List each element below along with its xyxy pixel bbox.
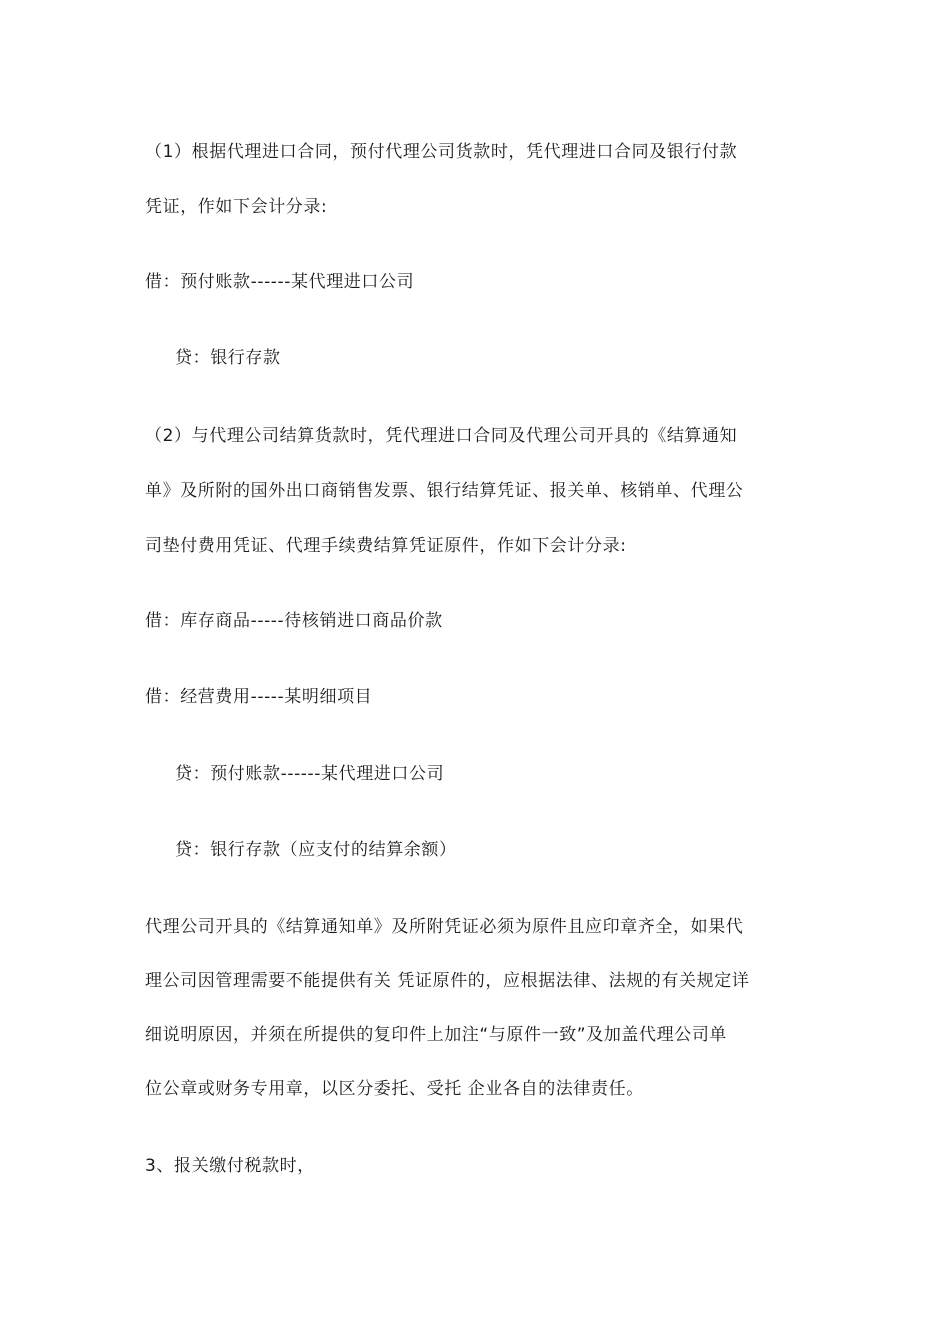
paragraph-1-line-2: 凭证，作如下会计分录: [145,197,328,217]
paragraph-2-line-1: （2）与代理公司结算货款时，凭代理进口合同及代理公司开具的《结算通知 [145,426,738,446]
entry-2-debit-1: 借：库存商品-----待核销进口商品价款 [145,611,443,631]
entry-2-debit-2: 借：经营费用-----某明细项目 [145,687,373,707]
entry-2-credit-1: 贷：预付账款------某代理进口公司 [175,764,445,784]
paragraph-1-line-1: （1）根据代理进口合同，预付代理公司货款时，凭代理进口合同及银行付款 [145,142,738,162]
section-3-heading: 3、报关缴付税款时， [145,1156,315,1176]
paragraph-3-line-2: 理公司因管理需要不能提供有关 凭证原件的，应根据法律、法规的有关规定详 [145,971,750,991]
entry-2-credit-2: 贷：银行存款（应支付的结算余额） [175,840,457,860]
paragraph-2-line-2: 单》及所附的国外出口商销售发票、银行结算凭证、报关单、核销单、代理公 [145,481,744,501]
paragraph-3-line-4: 位公章或财务专用章，以区分委托、受托 企业各自的法律责任。 [145,1079,644,1099]
paragraph-2-line-3: 司垫付费用凭证、代理手续费结算凭证原件，作如下会计分录: [145,536,627,556]
paragraph-3-line-3: 细说明原因，并须在所提供的复印件上加注“与原件一致”及加盖代理公司单 [145,1025,728,1045]
paragraph-3-line-1: 代理公司开具的《结算通知单》及所附凭证必须为原件且应印章齐全，如果代 [145,917,744,937]
entry-1-debit: 借：预付账款------某代理进口公司 [145,272,415,292]
entry-1-credit: 贷：银行存款 [175,348,281,368]
